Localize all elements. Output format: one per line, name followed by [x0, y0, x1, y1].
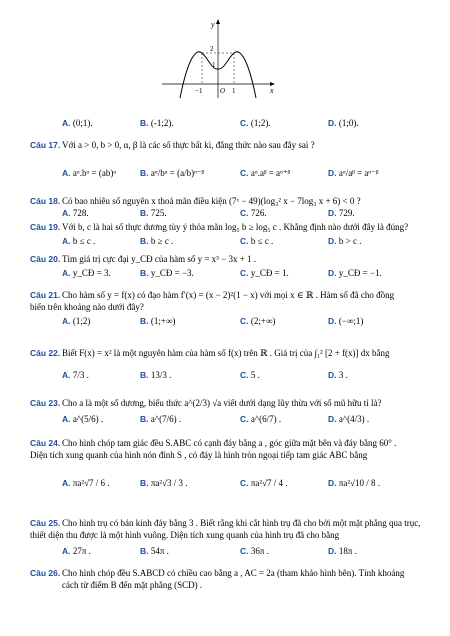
- answer-letter: B.: [140, 168, 151, 178]
- answer-letter: A.: [62, 168, 73, 178]
- q21-answer-c[interactable]: [240, 316, 275, 326]
- q18-answer-a[interactable]: [62, 208, 89, 218]
- answer-letter: D.: [328, 370, 339, 380]
- question-label-18: Câu 18.: [30, 196, 61, 206]
- answer-letter: B.: [140, 414, 151, 424]
- answer-letter: D.: [328, 316, 339, 326]
- q23-answer-c[interactable]: [240, 414, 281, 424]
- q16-answer-b[interactable]: B. (-1;2).: [140, 118, 174, 128]
- q19-answer-a[interactable]: [62, 236, 95, 246]
- question-label-23: Câu 23.: [30, 398, 61, 408]
- answer-letter: C.: [240, 236, 251, 246]
- question-text-20: Tìm giá trị cực đại y_CĐ của hàm số y = x³ − 3x + 1 .: [62, 254, 257, 264]
- question-label-25: Câu 25.: [30, 518, 61, 528]
- answer-value: πa²√3 / 3 .: [150, 478, 188, 488]
- answer-value: y_CĐ = −3.: [150, 268, 194, 278]
- answer-value: y_CĐ = 3.: [72, 268, 111, 278]
- question-label-19: Câu 19.: [30, 222, 61, 232]
- q18-answer-b[interactable]: [140, 208, 167, 218]
- answer-letter: D.: [328, 268, 339, 278]
- q20-answer-b[interactable]: [140, 268, 194, 278]
- q17-answer-a[interactable]: [62, 168, 116, 178]
- answer-value: 726.: [250, 208, 267, 218]
- question-text-22: Biết F(x) = x² là một nguyên hàm của hàm số f(x) trên ℝ . Giá trị của ∫₁² [2 + f(x)] dx bằng: [62, 348, 390, 358]
- q21-answer-b[interactable]: [140, 316, 175, 326]
- answer-value: y_CĐ = 1.: [250, 268, 289, 278]
- answer-value: 18π .: [338, 546, 357, 556]
- answer-value: aᵅ/bᵅ = (a/b)ᵅ⁻ᵝ: [150, 168, 205, 178]
- answer-value: 54π .: [150, 546, 169, 556]
- answer-letter: D.: [328, 168, 339, 178]
- answer-value: 13/3 .: [150, 370, 172, 380]
- q20-answer-d[interactable]: [328, 268, 382, 278]
- answer-value: (−∞;1): [338, 316, 364, 326]
- question-text2-21: biến trên khoảng nào dưới đây?: [30, 302, 144, 312]
- answer-letter: C.: [240, 546, 251, 556]
- answer-value: 27π .: [72, 546, 91, 556]
- q23-answer-a[interactable]: [62, 414, 103, 424]
- q25-answer-a[interactable]: [62, 546, 91, 556]
- q17-answer-b[interactable]: [140, 168, 204, 179]
- answer-letter: D.: [328, 208, 339, 218]
- answer-letter: D.: [328, 414, 339, 424]
- answer-letter: A.: [62, 268, 73, 278]
- answer-value: (1;2): [72, 316, 91, 326]
- tick-2: 2: [210, 45, 214, 53]
- tick-neg1: −1: [195, 87, 203, 95]
- q19-answer-c[interactable]: [240, 236, 273, 246]
- question-label-22: Câu 22.: [30, 348, 61, 358]
- question-label-24: Câu 24.: [30, 438, 61, 448]
- answer-letter: D.: [328, 236, 339, 246]
- answer-letter: C.: [240, 316, 251, 326]
- answer-letter: B.: [140, 370, 151, 380]
- answer-letter: A.: [62, 478, 73, 488]
- question-text2-25: thiết diện thu được là một hình vuông. Diện tích xung quanh của hình trụ đã cho bằng: [30, 530, 340, 540]
- answer-value: a^(4/3) .: [338, 414, 370, 424]
- answer-letter: B.: [140, 268, 151, 278]
- q16-answer-a[interactable]: A. (0;1).: [62, 118, 93, 128]
- answer-letter: A.: [62, 414, 73, 424]
- answer-letter: C.: [240, 414, 251, 424]
- answer-letter: B.: [140, 316, 151, 326]
- answer-value: b ≤ c .: [250, 236, 274, 246]
- answer-letter: D.: [328, 546, 339, 556]
- tick-x1: 1: [232, 87, 236, 95]
- answer-value: a^(6/7) .: [250, 414, 282, 424]
- q25-answer-b[interactable]: [140, 546, 169, 556]
- question-label-17: Câu 17.: [30, 140, 61, 150]
- tick-1: 1: [212, 61, 216, 69]
- q21-answer-a[interactable]: [62, 316, 90, 326]
- q17-answer-d[interactable]: [328, 168, 378, 179]
- answer-letter: B.: [140, 546, 151, 556]
- function-graph: [160, 18, 280, 100]
- answer-value: aᵅ.bᵅ = (ab)ᵅ: [72, 168, 117, 178]
- answer-letter: A.: [62, 236, 73, 246]
- question-text2-26: cách từ điểm B đến mặt phẳng (SCD) .: [62, 580, 203, 590]
- q19-answer-b[interactable]: [140, 236, 173, 246]
- q23-answer-b[interactable]: [140, 414, 181, 424]
- question-text-19: Với b, c là hai số thực dương tùy ý thỏa mãn log₅ b ≥ log₅ c . Khẳng định nào dưới đây là đúng?: [62, 222, 409, 232]
- answer-letter: D.: [328, 478, 339, 488]
- question-text-25: Cho hình trụ có bán kính đáy bằng 3 . Biết rằng khi cắt hình trụ đã cho bởi một mặt phẳng qua trục,: [62, 518, 421, 528]
- origin-label: O: [220, 87, 226, 95]
- q24-answer-d[interactable]: [328, 478, 380, 488]
- question-label-21: Câu 21.: [30, 290, 61, 300]
- q24-answer-c[interactable]: [240, 478, 288, 488]
- q20-answer-c[interactable]: [240, 268, 289, 278]
- question-text2-24: Diện tích xung quanh của hình nón đỉnh S , có đáy là hình tròn ngoại tiếp tam giác ABC bằng: [30, 450, 368, 460]
- question-text-18: Có bao nhiêu số nguyên x thoả mãn điều kiện (7ˣ − 49)(log₃² x − 7log₃ x + 6) < 0 ?: [62, 196, 361, 206]
- q22-answer-d[interactable]: [328, 370, 348, 380]
- answer-letter: B.: [140, 236, 151, 246]
- answer-letter: A.: [62, 208, 73, 218]
- answer-value: 725.: [150, 208, 167, 218]
- question-text-26: Cho hình chóp đều S.ABCD có chiều cao bằng a , AC = 2a (tham khảo hình bên). Tính khoảng: [62, 568, 405, 578]
- answer-letter: B.: [140, 478, 151, 488]
- question-text-24: Cho hình chóp tam giác đều S.ABC có cạnh đáy bằng a , góc giữa mặt bên và đáy bằng 60° .: [62, 438, 397, 448]
- answer-value: a^(5/6) .: [72, 414, 104, 424]
- answer-letter: A.: [62, 546, 73, 556]
- q20-answer-a[interactable]: [62, 268, 111, 278]
- answer-value: (1;+∞): [150, 316, 176, 326]
- answer-letter: C.: [240, 268, 251, 278]
- answer-letter: C.: [240, 370, 251, 380]
- question-text-21: Cho hàm số y = f(x) có đạo hàm f′(x) = (x − 2)²(1 − x) với mọi x ∈ ℝ . Hàm số đã cho đồng: [62, 290, 395, 300]
- answer-value: b > c .: [338, 236, 362, 246]
- q17-answer-c[interactable]: [240, 168, 290, 179]
- answer-value: aᵅ.aᵝ = aᵅ⁺ᵝ: [250, 168, 291, 178]
- y-label: y: [211, 20, 215, 29]
- answer-value: 3 .: [338, 370, 348, 380]
- q22-answer-b[interactable]: [140, 370, 171, 380]
- answer-letter: A.: [62, 316, 73, 326]
- answer-value: πa²√7 / 4 .: [250, 478, 288, 488]
- answer-value: 36π .: [250, 546, 269, 556]
- question-text-23: Cho a là một số dương, biểu thức a^(2/3) √a viết dưới dạng lũy thừa với số mũ hữu tỉ là?: [62, 398, 382, 408]
- answer-value: 729.: [338, 208, 355, 218]
- answer-letter: C.: [240, 168, 251, 178]
- answer-letter: C.: [240, 208, 251, 218]
- answer-letter: A.: [62, 370, 73, 380]
- answer-letter: C.: [240, 478, 251, 488]
- q18-answer-c[interactable]: [240, 208, 267, 218]
- q24-answer-b[interactable]: [140, 478, 188, 488]
- q25-answer-c[interactable]: [240, 546, 269, 556]
- answer-value: a^(7/6) .: [150, 414, 182, 424]
- question-label-26: Câu 26.: [30, 568, 61, 578]
- answer-value: (2;+∞): [250, 316, 276, 326]
- answer-value: πa²√10 / 8 .: [338, 478, 381, 488]
- q23-answer-d[interactable]: [328, 414, 369, 424]
- answer-value: y_CĐ = −1.: [338, 268, 382, 278]
- q16-answer-c[interactable]: C. (1;2).: [240, 118, 271, 128]
- q16-answer-d[interactable]: D. (1;0).: [328, 118, 359, 128]
- question-label-20: Câu 20.: [30, 254, 61, 264]
- q25-answer-d[interactable]: [328, 546, 357, 556]
- q24-answer-a[interactable]: [62, 478, 110, 488]
- question-text-17: Với a > 0, b > 0, α, β là các số thực bất kì, đẳng thức nào sau đây sai ?: [62, 140, 315, 150]
- q19-answer-d[interactable]: [328, 236, 361, 246]
- answer-value: aᵅ/aᵝ = aᵅ⁻ᵝ: [338, 168, 379, 178]
- answer-value: b ≥ c .: [150, 236, 174, 246]
- x-label: x: [270, 86, 274, 95]
- q21-answer-d[interactable]: [328, 316, 363, 326]
- q18-answer-d[interactable]: [328, 208, 355, 218]
- answer-value: 7/3 .: [72, 370, 89, 380]
- answer-letter: B.: [140, 208, 151, 218]
- answer-value: 5 .: [250, 370, 260, 380]
- answer-value: πa²√7 / 6 .: [72, 478, 110, 488]
- q22-answer-c[interactable]: [240, 370, 260, 380]
- q22-answer-a[interactable]: [62, 370, 89, 380]
- answer-value: 728.: [72, 208, 89, 218]
- answer-value: b ≤ c .: [72, 236, 96, 246]
